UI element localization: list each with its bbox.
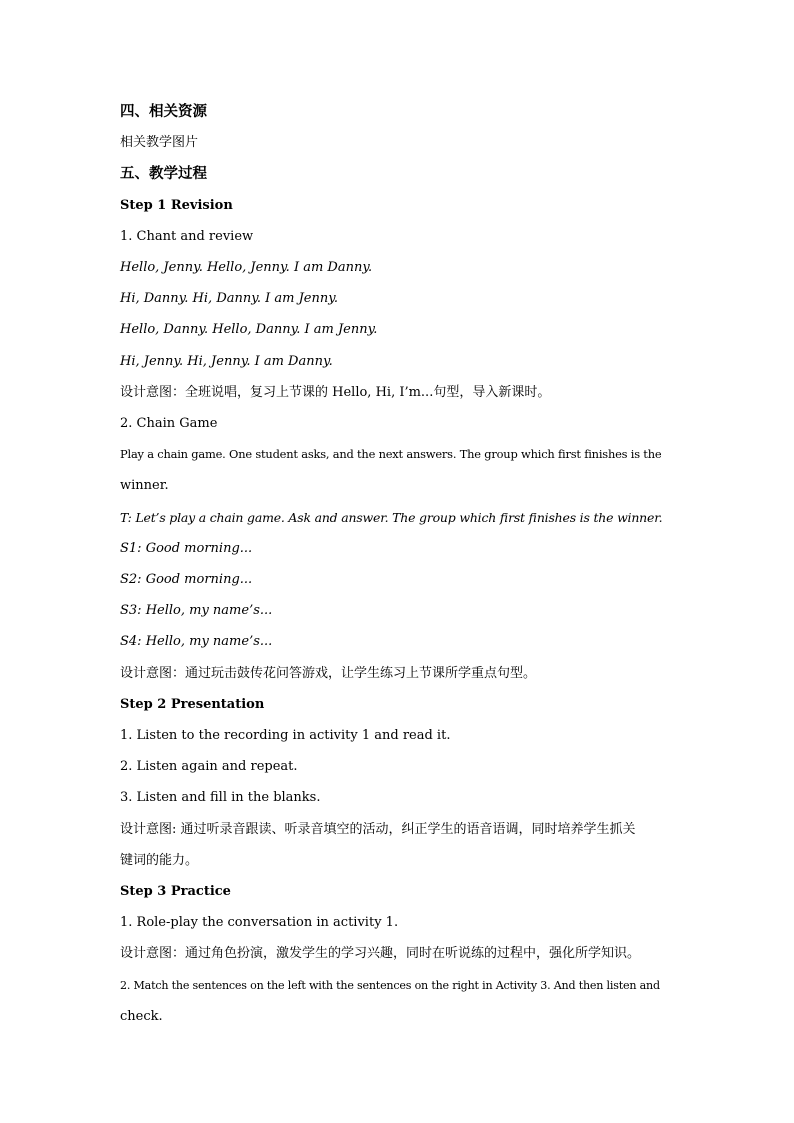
dialogue-line: S1: Good morning... [120, 540, 253, 556]
step-3-item-2-cont: check. [120, 1008, 163, 1024]
step-2-title: Step 2 Presentation [120, 696, 265, 712]
dialogue-line: S4: Hello, my name’s... [120, 634, 273, 650]
chain-game-instruction: Play a chain game. One student asks, and the next answers. The group which first finishes is the [120, 447, 662, 462]
document-page [120, 96, 680, 1032]
section-4-heading: 四、相关资源 [120, 103, 207, 120]
section-4-text: 相关教学图片 [120, 135, 199, 151]
chain-game-instruction-cont: winner. [120, 478, 169, 494]
step-2-item: 3. Listen and fill in the blanks. [120, 790, 321, 806]
chant-line: Hi, Jenny. Hi, Jenny. I am Danny. [120, 353, 333, 369]
design-intent-3: 设计意图: 通过听录音跟读、听录音填空的活动，纠正学生的语音语调，同时培养学生抓关 [120, 821, 636, 837]
dialogue-line: S2: Good morning... [120, 572, 253, 588]
design-intent-2: 设计意图：通过玩击鼓传花问答游戏，让学生练习上节课所学重点句型。 [120, 665, 537, 681]
step-3-item-2: 2. Match the sentences on the left with the sentences on the right in Activity 3. And then listen and [120, 978, 660, 992]
chant-line: Hi, Danny. Hi, Danny. I am Jenny. [120, 291, 338, 307]
step-1-item-2: 2. Chain Game [120, 416, 218, 432]
step-2-item: 1. Listen to the recording in activity 1 and read it. [120, 728, 451, 744]
step-3-title: Step 3 Practice [120, 884, 231, 900]
step-2-item: 2. Listen again and repeat. [120, 759, 298, 775]
dialogue-line: S3: Hello, my name’s... [120, 603, 273, 619]
section-5-heading: 五、教学过程 [120, 165, 207, 183]
step-3-item-1: 1. Role-play the conversation in activity 1. [120, 915, 399, 931]
design-intent-3-cont: 键词的能力。 [120, 852, 199, 868]
step-1-item-1: 1. Chant and review [120, 228, 254, 244]
design-intent-4: 设计意图：通过角色扮演，激发学生的学习兴趣，同时在听说练的过程中，强化所学知识。 [120, 946, 641, 962]
step-1-title: Step 1 Revision [120, 197, 233, 213]
design-intent-1: 设计意图：全班说唱，复习上节课的 Hello, Hi, I’m...句型，导入新课时。 [120, 384, 551, 400]
chant-line: Hello, Jenny. Hello, Jenny. I am Danny. [120, 260, 373, 276]
dialogue-line: T: Let’s play a chain game. Ask and answer. The group which first finishes is the winner. [120, 509, 663, 525]
chant-line: Hello, Danny. Hello, Danny. I am Jenny. [120, 322, 378, 338]
